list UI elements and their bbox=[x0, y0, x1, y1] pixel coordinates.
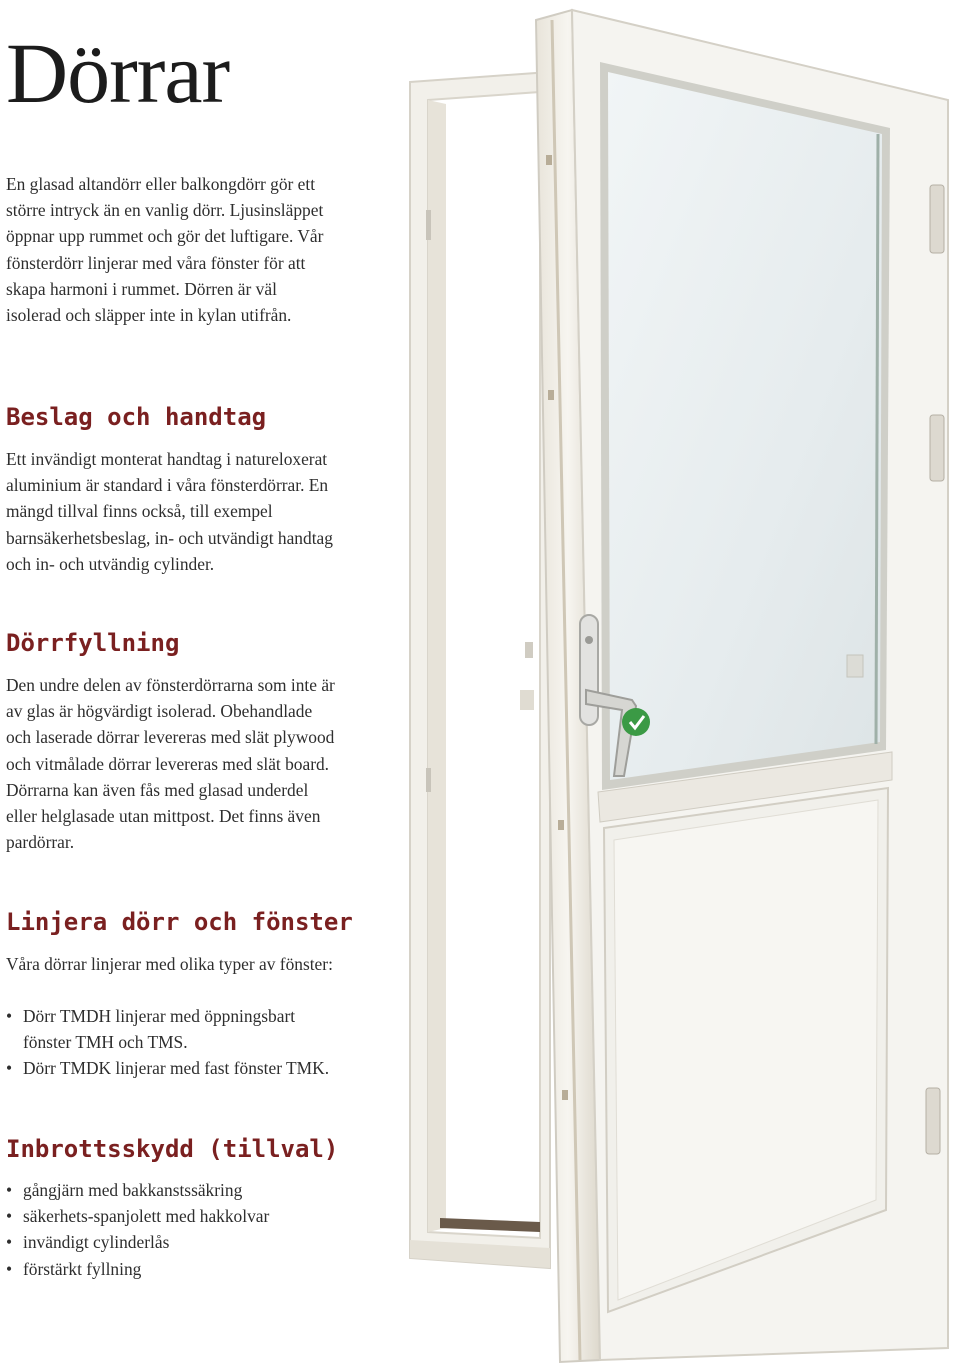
intro-paragraph: En glasad altandörr eller balkongdörr gör ett större intryck än en vanlig dörr. Ljusinsläppet öppnar upp rummet och gör det luftigare. Vår fönsterdörr linjerar med våra fönster för att skapa harmoni i rummet. Dörren är väl isolerad och släpper inte in kylan utifrån. bbox=[6, 174, 324, 326]
list-item: • förstärkt fyllning bbox=[6, 1256, 346, 1282]
list-item: • säkerhets-spanjolett med hakkolvar bbox=[6, 1203, 346, 1229]
section-body-linjera: Våra dörrar linjerar med olika typer av fönster: bbox=[6, 954, 333, 974]
list-item: • Dörr TMDK linjerar med fast fönster TMK. bbox=[6, 1055, 331, 1081]
linjera-list bbox=[6, 1003, 331, 1082]
hinge-icon bbox=[930, 415, 944, 481]
list-item: • Dörr TMDH linjerar med öppningsbart fönster TMH och TMS. bbox=[6, 1003, 331, 1055]
list-item: • gångjärn med bakkanstssäkring bbox=[6, 1177, 346, 1203]
hinge-icon bbox=[930, 185, 944, 253]
inbrottsskydd-list bbox=[6, 1177, 346, 1282]
latch-icon bbox=[520, 690, 534, 710]
sticker-icon bbox=[622, 708, 650, 736]
section-heading-beslag: Beslag och handtag bbox=[6, 403, 267, 431]
hinge-icon bbox=[926, 1088, 940, 1154]
glass-pane bbox=[608, 72, 882, 780]
section-body-beslag: Ett invändigt monterat handtag i natureloxerat aluminium är standard i våra fönsterdörrar. En mängd tillval finns också, till exempel barnsäkerhetsbeslag, in- och utvändigt handtag och in- och utvändig cylinder. bbox=[6, 449, 333, 574]
page-title: Dörrar bbox=[6, 25, 230, 121]
lock-point-icon bbox=[546, 155, 552, 165]
section-heading-dorrfyllning: Dörrfyllning bbox=[6, 629, 180, 657]
lock-point-icon bbox=[558, 820, 564, 830]
section-heading-inbrottsskydd: Inbrottsskydd (tillval) bbox=[6, 1135, 339, 1163]
lock-point-icon bbox=[548, 390, 554, 400]
section-body-dorrfyllning: Den undre delen av fönsterdörrarna som inte är av glas är högvärdigt isolerad. Obehandlade och laserade dörrar levereras med slät plywood och vitmålade dörrar levereras med slät board. Dörrarna kan även fås med glasad underdel eller helglasade utan mittpost. Det finns även pardörrar. bbox=[6, 675, 335, 853]
frame-latch-icon bbox=[426, 768, 431, 792]
door-illustration bbox=[400, 0, 960, 1368]
sticker-icon bbox=[847, 655, 863, 677]
section-heading-linjera: Linjera dörr och fönster bbox=[6, 908, 353, 936]
outer-frame bbox=[410, 72, 550, 1268]
latch-icon bbox=[525, 642, 533, 658]
lock-point-icon bbox=[562, 1090, 568, 1100]
frame-latch-icon bbox=[426, 210, 431, 240]
list-item: • invändigt cylinderlås bbox=[6, 1229, 346, 1255]
